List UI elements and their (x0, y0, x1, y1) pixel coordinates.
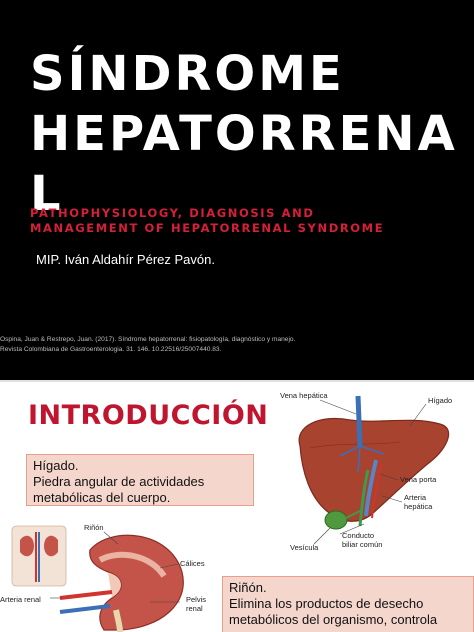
label-conducto-biliar-1: Conducto (342, 531, 375, 540)
label-calices: Cálices (180, 559, 205, 568)
label-arteria-hepatica-2: hepática (404, 502, 433, 511)
label-vena-porta: Vena porta (400, 475, 437, 484)
intro-heading: INTRODUCCIÓN (28, 400, 269, 431)
citation-line-1: Ospina, Juan & Restrepo, Juan. (2017). Síndrome hepatorrenal: fisiopatología, diagnóstico y manejo. (0, 336, 296, 343)
subtitle-line-1: PATHOPHYSIOLOGY, DIAGNOSIS AND (30, 206, 315, 220)
citation-line-2: Revista Colombiana de Gastroenterologia. 31. 146. 10.22516/25007440.83. (0, 346, 222, 353)
label-conducto-biliar-2: biliar común (342, 540, 383, 549)
label-pelvis-renal-2: renal (186, 604, 203, 613)
introduction-slide (0, 382, 474, 632)
title-line-3: L (30, 166, 64, 222)
slide-title (30, 44, 470, 224)
liver-illustration (280, 386, 474, 558)
label-vena-hepatica: Vena hepática (280, 391, 328, 400)
author-name: MIP. Iván Aldahír Pérez Pavón. (36, 252, 215, 267)
slide-subtitle (30, 206, 450, 236)
label-arteria-renal: Arteria renal (0, 595, 41, 604)
title-line-2: HEPATORRENA (30, 106, 458, 162)
label-vesicula: Vesícula (290, 543, 319, 552)
kidney-box-line-1: Riñón. (229, 580, 267, 595)
label-rinon: Riñón (84, 523, 104, 532)
label-arteria-hepatica-1: Arteria (404, 493, 427, 502)
kidney-box-line-2: Elimina los productos de desecho (229, 596, 424, 611)
kidney-box-line-3: metabólicos del organismo, controla (229, 612, 438, 627)
subtitle-line-2: MANAGEMENT OF HEPATORRENAL SYNDROME (30, 221, 385, 235)
citation (0, 335, 295, 355)
liver-box-line-3: metabólicas del cuerpo. (33, 490, 171, 505)
liver-text-box (26, 454, 254, 506)
title-line-1: SÍNDROME (30, 46, 345, 102)
liver-box-line-2: Piedra angular de actividades (33, 474, 205, 489)
kidney-text-box (222, 576, 474, 632)
label-pelvis-renal-1: Pelvis (186, 595, 207, 604)
kidney-illustration (0, 520, 222, 632)
liver-box-line-1: Hígado. (33, 458, 79, 473)
label-higado: Hígado (428, 396, 453, 405)
